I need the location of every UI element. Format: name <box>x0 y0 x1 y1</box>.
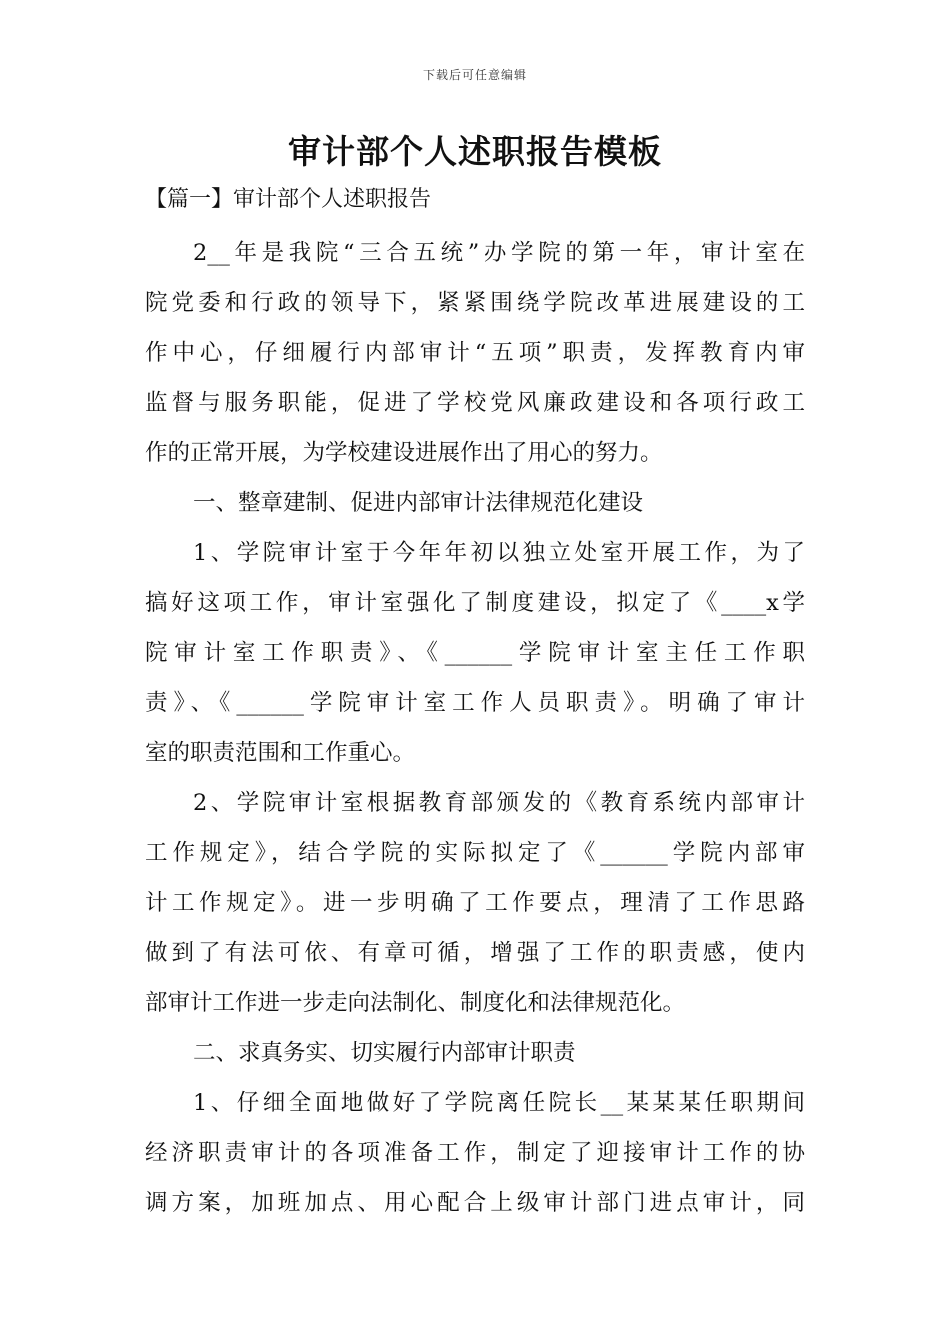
paragraph-line: 作中心，仔细履行内部审计“五项”职责，发挥教育内审 <box>145 340 805 366</box>
paragraph-line: 部审计工作进一步走向法制化、制度化和法律规范化。 <box>145 990 686 1016</box>
paragraph-line: 2、学院审计室根据教育部颁发的《教育系统内部审计 <box>193 790 805 816</box>
paragraph-line: 经济职责审计的各项准备工作，制定了迎接审计工作的协 <box>145 1140 805 1166</box>
paragraph-line: 工作规定》，结合学院的实际拟定了《______学院内部审 <box>145 840 805 866</box>
subsection-heading: 二、求真务实、切实履行内部审计职责 <box>193 1040 576 1066</box>
paragraph-line: 院审计室工作职责》、《______学院审计室主任工作职 <box>145 640 805 666</box>
paragraph-line: 调方案，加班加点、用心配合上级审计部门进点审计，同 <box>145 1190 805 1216</box>
paragraph-line: 1、学院审计室于今年年初以独立处室开展工作，为了 <box>193 540 805 566</box>
paragraph-line: 搞好这项工作，审计室强化了制度建设，拟定了《____x学 <box>145 590 805 616</box>
document-body <box>145 228 805 1228</box>
paragraph-line: 监督与服务职能，促进了学校党风廉政建设和各项行政工 <box>145 390 805 416</box>
paragraph-line: 责》、《______学院审计室工作人员职责》。明确了审计 <box>145 690 805 716</box>
document-title: 审计部个人述职报告模板 <box>288 132 662 171</box>
paragraph-line: 2__年是我院“三合五统”办学院的第一年，审计室在 <box>193 240 805 266</box>
paragraph-line: 作的正常开展，为学校建设进展作出了用心的努力。 <box>145 440 663 466</box>
paragraph-line: 室的职责范围和工作重心。 <box>145 740 416 766</box>
paragraph-line: 1、仔细全面地做好了学院离任院长__某某某任职期间 <box>193 1090 805 1116</box>
paragraph-line: 计工作规定》。进一步明确了工作要点，理清了工作思路 <box>145 890 805 916</box>
header-note: 下载后可任意编辑 <box>422 68 527 82</box>
section-heading: 【篇一】审计部个人述职报告 <box>145 187 432 212</box>
paragraph-line: 做到了有法可依、有章可循，增强了工作的职责感，使内 <box>145 940 805 966</box>
paragraph-line: 院党委和行政的领导下，紧紧围绕学院改革进展建设的工 <box>145 290 805 316</box>
subsection-heading: 一、整章建制、促进内部审计法律规范化建设 <box>193 490 644 516</box>
